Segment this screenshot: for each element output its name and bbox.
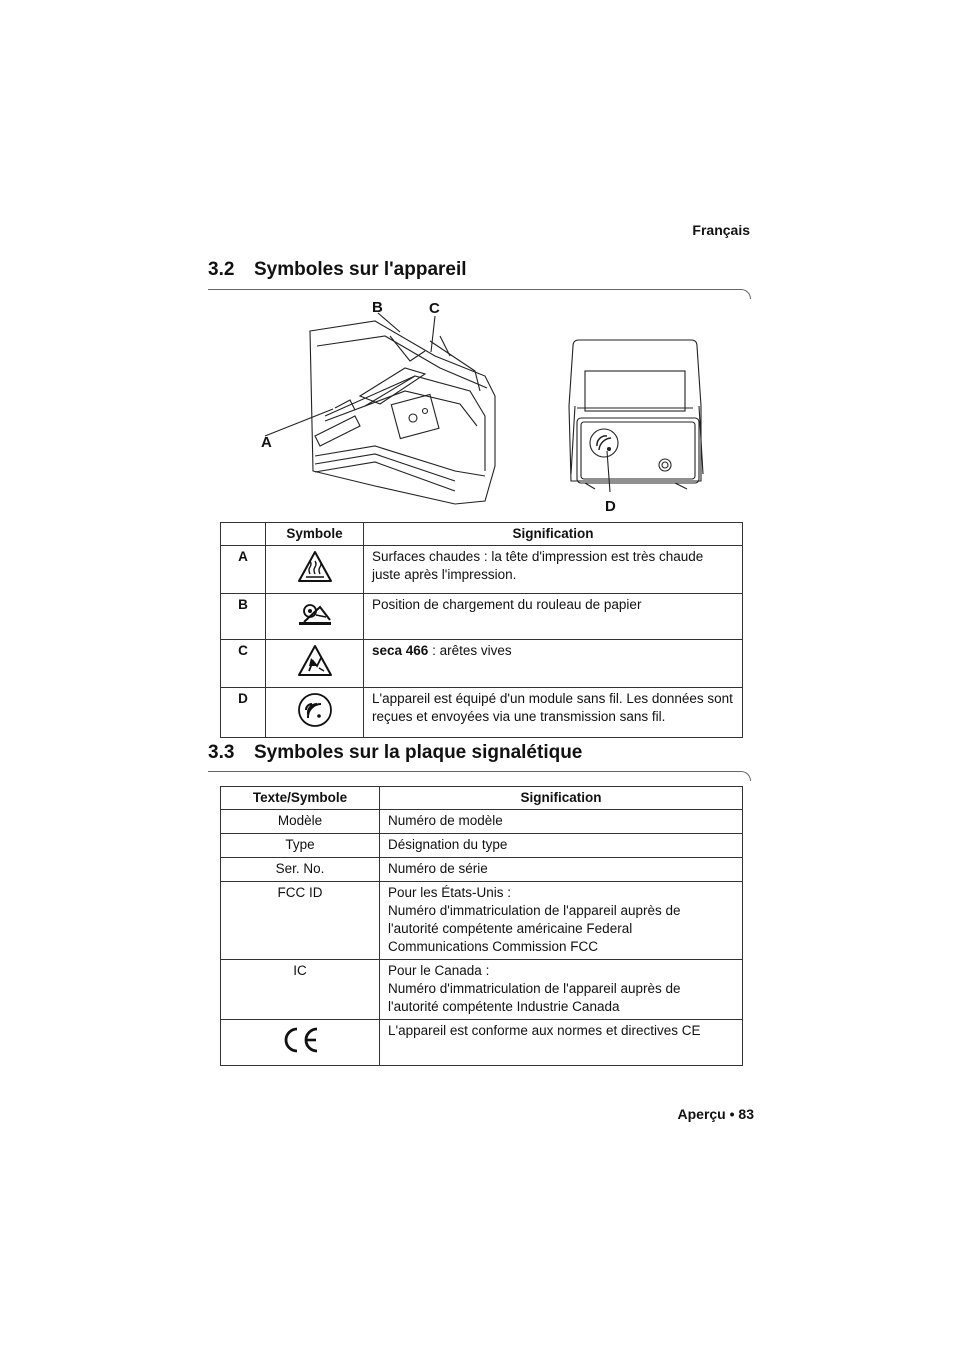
header-symbol: Symbole [266, 523, 364, 546]
section-heading-3-3 [208, 742, 582, 764]
row-meaning: Pour le Canada : Numéro d'immatriculation de l'appareil auprès de l'autorité compétente Industrie Canada [380, 960, 743, 1020]
table-row [221, 858, 743, 882]
table-row [221, 882, 743, 960]
section-number: 3.2 [208, 259, 235, 280]
row-label: Type [221, 834, 380, 858]
rating-plate-table [220, 786, 743, 1066]
header-key [221, 523, 266, 546]
ce-mark-icon [280, 1026, 320, 1054]
device-symbols-table [220, 522, 743, 738]
table-row [221, 688, 743, 738]
row-key: D [221, 688, 266, 738]
header-meaning: Signification [380, 787, 743, 810]
printer-side-view [310, 321, 495, 504]
wireless-module-icon [297, 692, 333, 728]
table-row [221, 640, 743, 688]
row-meaning [364, 640, 743, 688]
row-label: Modèle [221, 810, 380, 834]
row-label: Ser. No. [221, 858, 380, 882]
printer-front-view [569, 340, 703, 489]
section-number: 3.3 [208, 742, 235, 763]
label-d: D [605, 498, 616, 515]
row-meaning-text: : arêtes vives [428, 643, 512, 658]
row-meaning [364, 546, 743, 594]
sharp-edges-icon [297, 644, 333, 678]
table-row [221, 810, 743, 834]
row-meaning [364, 594, 743, 640]
label-c: C [429, 300, 440, 317]
label-a: A [261, 434, 272, 451]
language-label: Français [692, 222, 750, 238]
section-title: Symboles sur la plaque signalétique [254, 742, 583, 763]
row-meaning: Numéro de modèle [380, 810, 743, 834]
row-meaning-bold: seca 466 [372, 643, 429, 658]
hot-surface-icon [297, 550, 333, 584]
section-title: Symboles sur l'appareil [254, 259, 467, 280]
row-meaning: L'appareil est conforme aux normes et directives CE [380, 1020, 743, 1066]
row-meaning: Désignation du type [380, 834, 743, 858]
table-row [221, 1020, 743, 1066]
device-figure [255, 296, 725, 518]
row-meaning-text: L'appareil est équipé d'un module sans fil. Les données sont reçues et envoyées via une transmission sans fil. [372, 691, 733, 724]
row-key: B [221, 594, 266, 640]
header-text-symbol: Texte/Symbole [221, 787, 380, 810]
label-b: B [372, 299, 383, 316]
row-key: C [221, 640, 266, 688]
page-footer: Aperçu • 83 [677, 1106, 754, 1122]
row-key: A [221, 546, 266, 594]
header-meaning: Signification [364, 523, 743, 546]
section-heading-3-2 [208, 259, 467, 281]
paper-roll-loading-icon [296, 598, 334, 628]
row-meaning [364, 688, 743, 738]
row-meaning: Numéro de série [380, 858, 743, 882]
table-row [221, 834, 743, 858]
row-label: IC [221, 960, 380, 1020]
table-row [221, 960, 743, 1020]
row-meaning: Pour les États-Unis : Numéro d'immatriculation de l'appareil auprès de l'autorité compétente américaine Federal Communications Commission FCC [380, 882, 743, 960]
section-rule [208, 771, 751, 781]
row-meaning-text: Surfaces chaudes : la tête d'impression est très chaude juste après l'impression. [372, 549, 704, 582]
table-row [221, 594, 743, 640]
table-header-row [221, 787, 743, 810]
table-row [221, 546, 743, 594]
table-header-row [221, 523, 743, 546]
row-meaning-text: Position de chargement du rouleau de papier [372, 597, 642, 612]
row-label: FCC ID [221, 882, 380, 960]
